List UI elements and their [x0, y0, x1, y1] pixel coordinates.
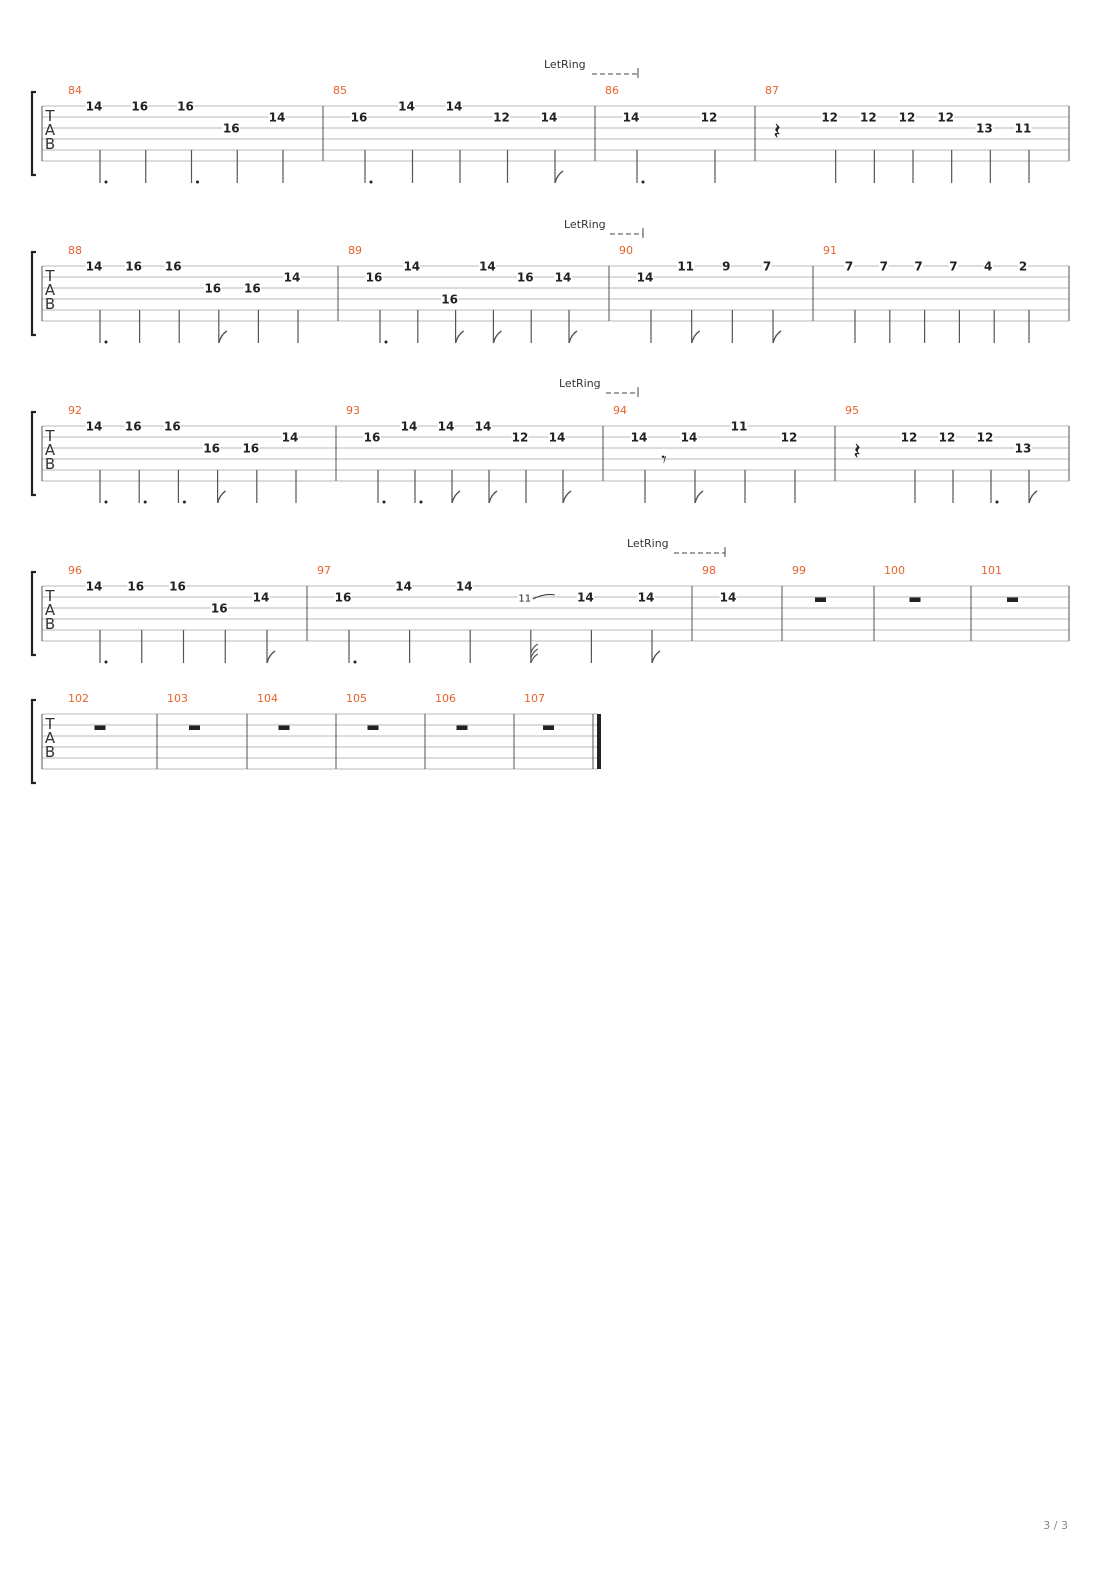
tab-clef-letter: B: [44, 135, 56, 153]
bar-number: 95: [845, 404, 859, 417]
note-flag: [652, 651, 660, 663]
fret-number: 12: [938, 430, 956, 445]
bar-number: 84: [68, 84, 82, 97]
system-bracket: [32, 92, 36, 175]
bar-number: 97: [317, 564, 331, 577]
fret-number: 16: [131, 99, 149, 114]
whole-rest: [457, 726, 468, 731]
fret-number: 16: [365, 270, 383, 285]
note-flag: [267, 651, 275, 663]
fret-number: 16: [127, 579, 145, 594]
note-flag: [493, 331, 501, 343]
fret-number: 14: [268, 110, 286, 125]
note-flag: [569, 331, 577, 343]
system-bracket: [32, 572, 36, 655]
fret-number: 12: [859, 110, 877, 125]
fret-number: 7: [914, 259, 923, 274]
tab-clef-letter: A: [44, 441, 56, 459]
bar-number: 89: [348, 244, 362, 257]
fret-number: 12: [780, 430, 798, 445]
fret-number: 12: [493, 110, 510, 125]
fret-number: 16: [363, 430, 381, 445]
system-bracket: [32, 412, 36, 495]
fret-number: 14: [85, 99, 103, 114]
final-barline: [597, 714, 601, 769]
duration-dot: [420, 501, 423, 504]
bar-number: 104: [257, 692, 278, 705]
system-bracket: [32, 252, 36, 335]
fret-number: 11: [518, 593, 532, 605]
tab-system: [32, 692, 601, 783]
fret-number: 16: [441, 292, 458, 307]
fret-number: 14: [719, 590, 737, 605]
eighth-rest: 𝄾: [661, 447, 667, 471]
fret-number: 16: [124, 419, 142, 434]
let-ring-label: LetRing: [544, 58, 586, 71]
tab-clef-letter: A: [44, 281, 56, 299]
tab-system: [32, 58, 1069, 184]
fret-number: 7: [949, 259, 958, 274]
fret-number: 14: [636, 270, 654, 285]
bar-number: 92: [68, 404, 82, 417]
tab-clef-letter: B: [44, 615, 56, 633]
fret-number: 16: [334, 590, 352, 605]
duration-dot: [105, 181, 108, 184]
duration-dot: [383, 501, 386, 504]
fret-number: 14: [479, 259, 496, 274]
fret-number: 14: [437, 419, 455, 434]
duration-dot: [642, 181, 645, 184]
tab-system: [32, 218, 1069, 344]
bar-number: 94: [613, 404, 627, 417]
fret-number: 14: [85, 419, 103, 434]
tab-clef-letter: A: [44, 601, 56, 619]
fret-number: 4: [984, 259, 993, 274]
whole-rest: [1007, 598, 1018, 603]
whole-rest: [189, 726, 200, 731]
note-flag: [489, 491, 497, 503]
tab-clef-letter: T: [45, 715, 55, 733]
quarter-rest: 𝄽: [853, 437, 861, 465]
fret-number: 14: [395, 579, 412, 594]
fret-number: 14: [281, 430, 299, 445]
bar-number: 98: [702, 564, 716, 577]
fret-number: 12: [700, 110, 718, 125]
fret-number: 14: [474, 419, 492, 434]
let-ring-label: LetRing: [564, 218, 606, 231]
fret-number: 14: [577, 590, 594, 605]
fret-number: 16: [203, 441, 220, 456]
fret-number: 12: [937, 110, 955, 125]
fret-number: 14: [540, 110, 558, 125]
fret-number: 14: [630, 430, 648, 445]
fret-number: 12: [976, 430, 994, 445]
note-flag: [1029, 491, 1037, 503]
system-bracket: [32, 700, 36, 783]
note-flag: [218, 491, 226, 503]
duration-dot: [105, 341, 108, 344]
tab-clef-letter: T: [45, 587, 55, 605]
fret-number: 14: [680, 430, 698, 445]
tab-clef-letter: T: [45, 427, 55, 445]
fret-number: 16: [244, 281, 261, 296]
tab-clef-letter: B: [44, 743, 56, 761]
note-flag: [692, 331, 700, 343]
fret-number: 16: [169, 579, 186, 594]
bar-number: 91: [823, 244, 837, 257]
whole-rest: [543, 726, 554, 731]
fret-number: 14: [455, 579, 473, 594]
fret-number: 14: [403, 259, 421, 274]
fret-number: 7: [879, 259, 888, 274]
whole-rest: [279, 726, 290, 731]
bar-number: 102: [68, 692, 89, 705]
fret-number: 7: [762, 259, 772, 274]
let-ring-label: LetRing: [627, 537, 669, 550]
bar-number: 105: [346, 692, 367, 705]
fret-number: 14: [622, 110, 640, 125]
fret-number: 13: [975, 121, 993, 136]
note-flag: [452, 491, 460, 503]
bar-number: 88: [68, 244, 82, 257]
fret-number: 12: [900, 430, 918, 445]
fret-number: 14: [637, 590, 655, 605]
fret-number: 16: [204, 281, 222, 296]
fret-number: 7: [844, 259, 854, 274]
fret-number: 16: [125, 259, 142, 274]
fret-number: 16: [210, 601, 228, 616]
bar-number: 107: [524, 692, 545, 705]
fret-number: 14: [398, 99, 415, 114]
bar-number: 96: [68, 564, 82, 577]
bar-number: 93: [346, 404, 360, 417]
fret-number: 14: [283, 270, 301, 285]
bar-number: 101: [981, 564, 1002, 577]
fret-number: 16: [516, 270, 534, 285]
whole-rest: [910, 598, 921, 603]
fret-number: 9: [722, 259, 731, 274]
note-flag: [563, 491, 571, 503]
duration-dot: [385, 341, 388, 344]
fret-number: 11: [730, 419, 748, 434]
fret-number: 13: [1014, 441, 1032, 456]
tab-clef-letter: A: [44, 729, 56, 747]
tab-clef-letter: B: [44, 295, 56, 313]
fret-number: 16: [177, 99, 194, 114]
fret-number: 14: [548, 430, 566, 445]
tab-clef-letter: T: [45, 267, 55, 285]
bar-number: 99: [792, 564, 806, 577]
fret-number: 16: [164, 259, 182, 274]
fret-number: 14: [85, 259, 103, 274]
note-flag: [695, 491, 703, 503]
tab-clef-letter: A: [44, 121, 56, 139]
fret-number: 12: [821, 110, 839, 125]
duration-dot: [354, 661, 357, 664]
whole-rest: [815, 598, 826, 603]
tab-clef-letter: T: [45, 107, 55, 125]
whole-rest: [368, 726, 379, 731]
bar-number: 90: [619, 244, 633, 257]
fret-number: 11: [677, 259, 695, 274]
fret-number: 14: [400, 419, 418, 434]
fret-number: 2: [1018, 259, 1028, 274]
fret-number: 14: [554, 270, 572, 285]
note-flag: [773, 331, 781, 343]
note-flag: [555, 171, 563, 183]
whole-rest: [95, 726, 106, 731]
fret-number: 11: [1014, 121, 1032, 136]
duration-dot: [196, 181, 199, 184]
fret-number: 14: [445, 99, 463, 114]
fret-number: 12: [898, 110, 916, 125]
bar-number: 87: [765, 84, 779, 97]
tab-clef-letter: B: [44, 455, 56, 473]
duration-dot: [183, 501, 186, 504]
note-flag: [219, 331, 227, 343]
duration-dot: [370, 181, 373, 184]
bar-number: 103: [167, 692, 188, 705]
let-ring-label: LetRing: [559, 377, 601, 390]
page-number: 3 / 3: [1043, 1519, 1068, 1532]
bar-number: 100: [884, 564, 905, 577]
fret-number: 14: [252, 590, 270, 605]
bar-number: 106: [435, 692, 456, 705]
fret-number: 16: [242, 441, 260, 456]
duration-dot: [105, 661, 108, 664]
duration-dot: [105, 501, 108, 504]
duration-dot: [996, 501, 999, 504]
duration-dot: [144, 501, 147, 504]
bar-number: 86: [605, 84, 619, 97]
bar-number: 85: [333, 84, 347, 97]
tab-system: [32, 537, 1069, 664]
fret-number: 16: [164, 419, 181, 434]
fret-number: 16: [350, 110, 368, 125]
fret-number: 12: [511, 430, 529, 445]
quarter-rest: 𝄽: [773, 117, 781, 145]
fret-number: 16: [222, 121, 240, 136]
fret-number: 14: [85, 579, 103, 594]
tab-system: [32, 377, 1069, 504]
note-flag: [456, 331, 464, 343]
